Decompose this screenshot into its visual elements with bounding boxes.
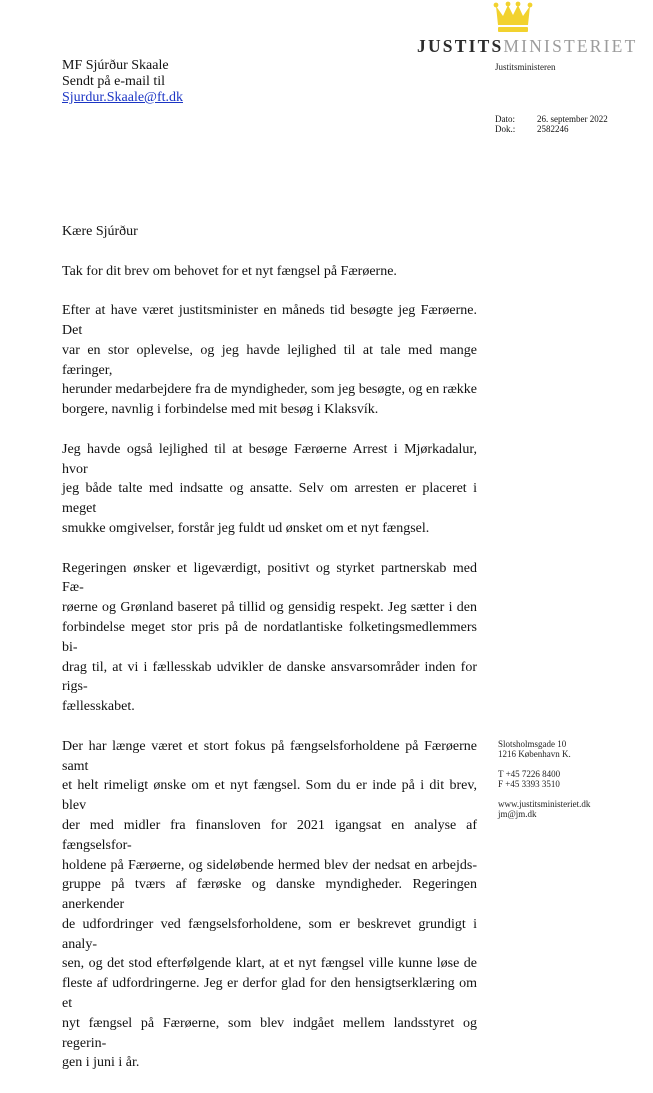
recipient-delivery-note: Sendt på e-mail til [62, 74, 166, 89]
ministry-logo [417, 38, 637, 56]
phone-number: T +45 7226 8400 [498, 769, 561, 779]
brand-bold-text: JUSTITS [417, 36, 504, 56]
letter-line: Efter at have været justitsminister en måneds tid besøgte jeg Færøerne. Det [62, 303, 477, 338]
letter-line: drag til, at vi i fællesskab udvikler de danske ansvarsområder inden for rigs- [62, 659, 477, 695]
letter-line: smukke omgivelser, forstår jeg fuldt ud ønsket om et nyt fængsel. [62, 520, 430, 536]
letter-line: Regeringen ønsker et ligeværdigt, positivt og styrket partnerskab med Fæ- [62, 560, 477, 596]
paragraph-1 [62, 262, 477, 282]
letter-line: jeg både talte med indsatte og ansatte. Selv om arresten er placeret i meget [62, 481, 477, 517]
paragraph-3 [62, 440, 477, 539]
letter-line: var en stor oplevelse, og jeg havde lejlighed til at tale med mange færinger, [62, 342, 477, 378]
letter-line: holdene på Færøerne, og sideløbende hermed blev der nedsat en arbejds- [62, 857, 477, 873]
address-city: 1216 København K. [498, 749, 571, 759]
crown-logo-icon [491, 0, 535, 34]
letter-line: fællesskabet. [62, 699, 135, 715]
footer-email-link[interactable]: jm@jm.dk [498, 809, 537, 819]
website-link[interactable]: www.justitsministeriet.dk [498, 799, 591, 809]
letter-line: der med midler fra finansloven for 2021 igangsat en analyse af fængselsfor- [62, 817, 477, 853]
recipient-block [62, 58, 183, 106]
document-meta [495, 114, 608, 134]
letter-line: sen, og det stod efterfølgende klart, at et nyt fængsel ville kunne løse de [62, 956, 477, 972]
recipient-name: MF Sjúrður Skaale [62, 58, 169, 73]
date-label: Dato: [495, 114, 515, 124]
date-value: 26. september 2022 [537, 114, 608, 124]
letter-line: forbindelse meget stor pris på de nordatlantiske folketingsmedlemmers bi- [62, 619, 477, 655]
letter-line: nyt fængsel på Færøerne, som blev indgået mellem landsstyret og regerin- [62, 1015, 477, 1051]
paragraph-2 [62, 301, 477, 420]
letter-line: Jeg havde også lejlighed til at besøge Færøerne Arrest i Mjørkadalur, hvor [62, 441, 477, 477]
letter-body [62, 222, 477, 1093]
paragraph-4 [62, 559, 477, 717]
address-street: Slotsholmsgade 10 [498, 739, 567, 749]
letter-line: herunder medarbejdere fra de myndigheder, som jeg besøgte, og en række [62, 382, 477, 398]
sender-title: Justitsministeren [495, 62, 556, 72]
letter-line: gruppe på tværs af færøske og danske myndigheder. Regeringen anerkender [62, 877, 477, 913]
letter-line: fleste af udfordringerne. Jeg er derfor glad for den hensigtserklæring om et [62, 976, 477, 1012]
contact-footer [498, 739, 590, 819]
letter-line: Der har længe været et stort fokus på fængselsforholdene på Færøerne samt [62, 738, 477, 774]
brand-light-text: MINISTERIET [503, 36, 638, 56]
letter-line: Tak for dit brev om behovet for et nyt fængsel på Færøerne. [62, 263, 397, 279]
letter-line: borgere, navnlig i forbindelse med mit besøg i Klaksvík. [62, 402, 379, 418]
letter-line: røerne og Grønland baseret på tillid og gensidig respekt. Jeg sætter i den [62, 600, 477, 616]
salutation: Kære Sjúrður [62, 224, 138, 239]
letter-line: de udfordringer ved fængselsforholdene, som er beskrevet grundigt i analy- [62, 916, 477, 952]
letter-line: gen i juni i år. [62, 1055, 140, 1071]
paragraph-5 [62, 737, 477, 1074]
doc-label: Dok.: [495, 124, 516, 134]
fax-number: F +45 3393 3510 [498, 779, 560, 789]
letter-line: et helt rimeligt ønske om et nyt fængsel. Som du er inde på i dit brev, blev [62, 778, 477, 814]
doc-value: 2582246 [537, 124, 569, 134]
recipient-email-link[interactable]: Sjurdur.Skaale@ft.dk [62, 90, 183, 105]
